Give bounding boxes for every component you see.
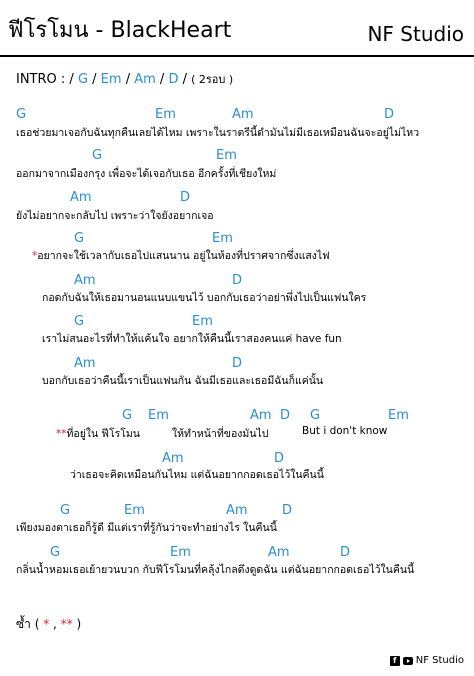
- chord: G: [310, 408, 321, 423]
- lyric-line: เพียงมองตาเธอก็รู้ดี มีแต่เราที่รู้กันว่าจะทำอย่างไร ในคืนนี้: [16, 522, 277, 534]
- chord: Em: [212, 231, 233, 246]
- intro-repeat: ( 2รอบ ): [191, 73, 234, 86]
- chord: D: [384, 107, 395, 122]
- lyric-line: ออกมาจากเมืองกรุง เพื่อจะได้เจอกับเธอ อีกครั้งที่เชียงใหม่: [16, 168, 277, 180]
- chorus-marker: **: [56, 428, 67, 440]
- lyric-line: กลิ่นน้ำหอมเธอเย้ายวนบวก กับฟีโรโมนที่คลุ้งไกลดึงดูดฉัน แต่ฉันอยากกอดเธอไว้ในคืนนี้: [16, 564, 415, 576]
- lyric-line-marked: [56, 425, 140, 442]
- chord: D: [340, 545, 351, 560]
- header-divider: [0, 55, 474, 57]
- facebook-icon: f: [390, 656, 400, 666]
- footer-text: NF Studio: [415, 655, 464, 666]
- song-title: ฟีโรโมน - BlackHeart: [8, 18, 232, 43]
- lyric-line: กอดกับฉันให้เธอมานอนแนบแขนไว้ บอกกับเธอว่าอย่าพึ่งไปเป็นแฟนใคร: [42, 292, 367, 304]
- intro-chord: G: [77, 72, 89, 87]
- chord: Em: [148, 408, 169, 423]
- repeat-marker: *: [43, 617, 50, 631]
- youtube-icon: [403, 657, 413, 665]
- chord: D: [232, 356, 243, 371]
- chord: Am: [226, 503, 248, 518]
- chord: Am: [250, 408, 272, 423]
- lyric-part: But i don't know: [302, 425, 388, 437]
- chord: Am: [74, 273, 96, 288]
- intro-label: INTRO : /: [16, 72, 74, 87]
- chord: D: [180, 190, 191, 205]
- chord: Em: [192, 314, 213, 329]
- repeat-instruction: [16, 615, 81, 634]
- chord: G: [122, 408, 133, 423]
- lyric-part: ให้ทำหน้าที่ของมันไป: [172, 428, 269, 440]
- studio-name: NF Studio: [367, 22, 464, 46]
- repeat-suffix: ): [76, 617, 82, 631]
- lyric-line-marked: [32, 247, 330, 264]
- repeat-marker: **: [60, 617, 73, 631]
- intro-chord: Em: [100, 72, 122, 87]
- chord: G: [60, 503, 71, 518]
- chorus-marker: *: [32, 250, 38, 262]
- chord: Em: [170, 545, 191, 560]
- chord: Am: [70, 190, 92, 205]
- repeat-sep: ,: [53, 617, 57, 631]
- intro-chord: D: [168, 72, 179, 87]
- lyric-line: ว่าเธอจะคิดเหมือนกันไหม แต่ฉันอยากกอดเธอไว้ในคืนนี้: [70, 469, 324, 481]
- chord: G: [92, 148, 103, 163]
- lyric-part: ที่อยู่ใน ฟีโรโมน: [66, 428, 140, 440]
- lyric-line: อยากจะใช้เวลากับเธอไปแสนนาน อยู่ในห้องที่ปราศจากซึ่งแสงไฟ: [37, 250, 330, 262]
- chord: G: [16, 107, 27, 122]
- intro-line: INTRO : / G / Em / Am / D / ( 2รอบ ): [16, 72, 234, 87]
- chord: Em: [155, 107, 176, 122]
- chord: Em: [216, 148, 237, 163]
- chord: Am: [74, 356, 96, 371]
- chord: G: [74, 231, 85, 246]
- lyric-line: เราไม่สนอะไรที่ทำให้แค้นใจ อยากให้คืนนี้เราสองคนแค่ have fun: [42, 333, 342, 345]
- chord: G: [50, 545, 61, 560]
- lyric-line: เธอช่วยมาเจอกับฉันทุกคืนเลยได้ไหม เพราะในราตรีนี้ดำมันไม่มีเธอเหมือนฉันจะอยู่ไม่ไหว: [16, 127, 420, 139]
- chord: Am: [268, 545, 290, 560]
- chord: G: [74, 314, 85, 329]
- chord: Am: [232, 107, 254, 122]
- chord: D: [274, 451, 285, 466]
- chord: Em: [388, 408, 409, 423]
- lyric-line: ยังไม่อยากจะกลับไป เพราะว่าใจยังอยากเจอ: [16, 210, 214, 222]
- chord: D: [282, 503, 293, 518]
- chord: D: [280, 408, 291, 423]
- chord: D: [232, 273, 243, 288]
- intro-chord: Am: [134, 72, 156, 87]
- chord: Am: [162, 451, 184, 466]
- chord: Em: [124, 503, 145, 518]
- footer-brand: [390, 655, 464, 666]
- lyric-line: บอกกับเธอว่าคืนนี้เราเป็นแฟนกัน ฉันมีเธอและเธอมีฉันก็แค่นั้น: [42, 375, 324, 387]
- repeat-prefix: ซ้ำ (: [16, 617, 40, 631]
